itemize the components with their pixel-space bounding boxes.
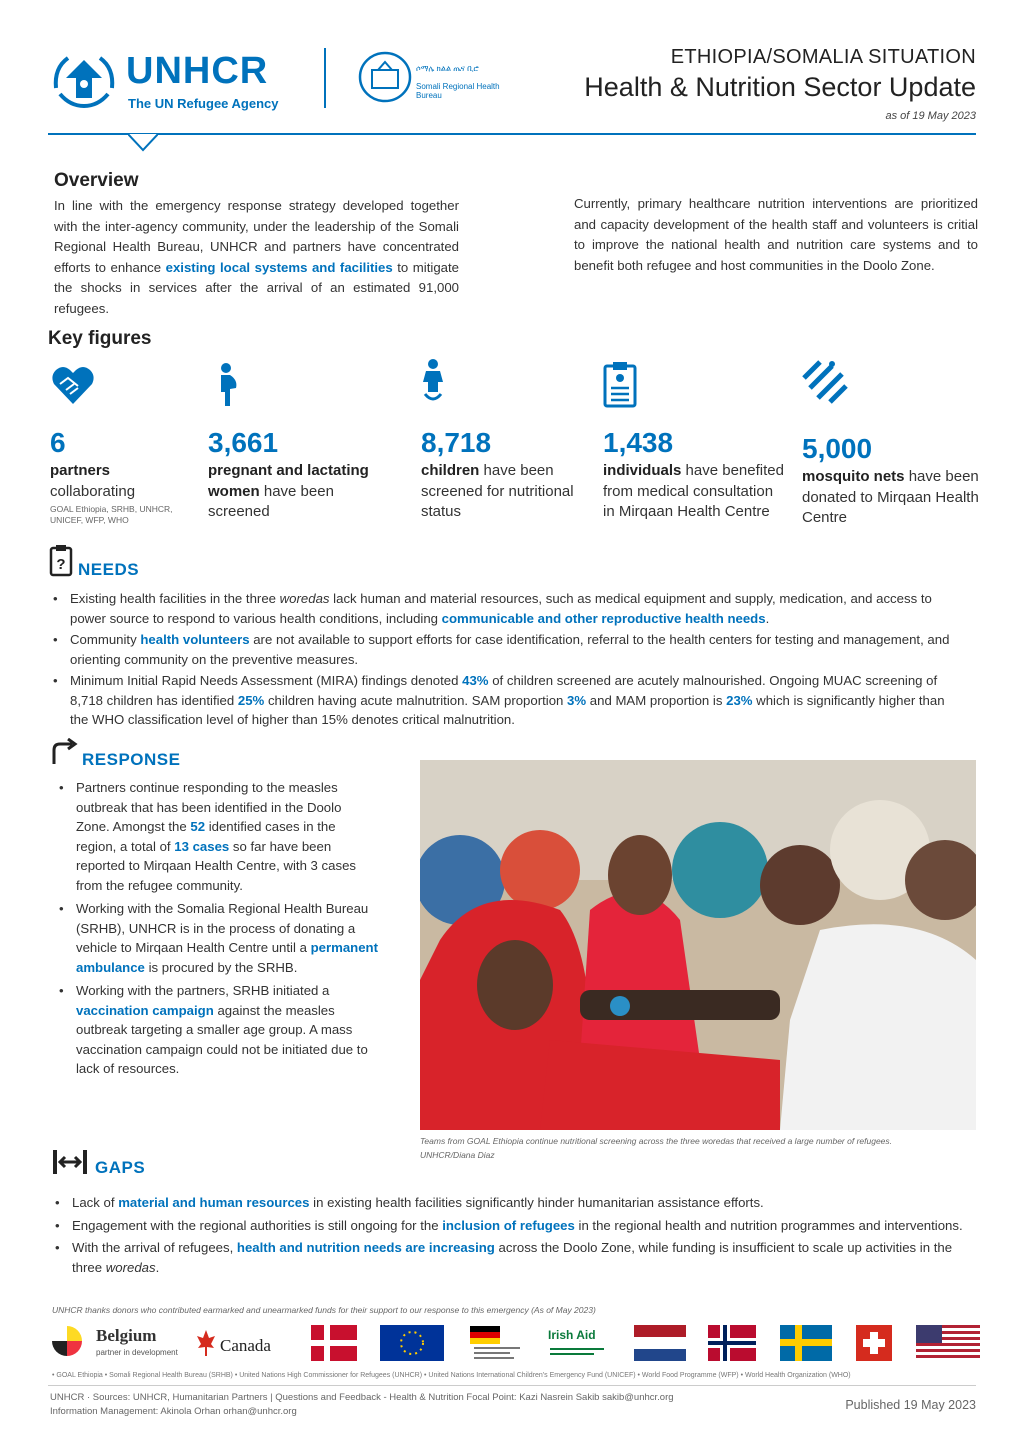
- gaps-list: [52, 1193, 976, 1277]
- clipboard-icon: [603, 362, 649, 408]
- response-item: • Partners continue responding to the measles outbreak that has been identified in the Doolo Zone. Amongst the 52 identified cases in the region, a total of 13 cases so far have been reported to Mirqaan Health Centre, with 3 cases from the refugee community.: [56, 778, 378, 895]
- situation-label: ETHIOPIA/SOMALIA SITUATION: [670, 46, 976, 68]
- canada-logo: [196, 1324, 292, 1362]
- key-figures-heading: Key figures: [48, 328, 152, 349]
- key-figure-children: [421, 358, 581, 523]
- pregnant-woman-icon: [208, 362, 254, 408]
- photo-credit: UNHCR/Diana Diaz: [420, 1150, 495, 1160]
- child-icon: [421, 358, 467, 404]
- response-arrow-icon: [50, 738, 78, 766]
- logo-divider: [324, 48, 326, 108]
- as-of-date: as of 19 May 2023: [885, 110, 976, 122]
- canada-name: Canada: [220, 1336, 271, 1355]
- footer-information-management: Information Management: Akinola Orhan orhan@unhcr.org: [50, 1406, 297, 1417]
- belgium-tagline: partner in development: [96, 1348, 178, 1357]
- gaps-item: • Lack of material and human resources in existing health facilities significantly hinder humanitarian assistance efforts.: [52, 1193, 976, 1213]
- health-needs-link[interactable]: health and nutrition needs are increasing: [236, 1240, 495, 1255]
- response-item: • Working with the partners, SRHB initiated a vaccination campaign against the measles outbreak targeting a smaller age group. A mass vaccination campaign could not be initiated due to lack of resources.: [56, 981, 378, 1079]
- norway-flag-icon: [708, 1324, 756, 1362]
- vaccination-campaign-link[interactable]: vaccination campaign: [76, 1002, 214, 1018]
- page-header: [48, 40, 976, 145]
- photo-caption: Teams from GOAL Ethiopia continue nutritional screening across the three woredas that received a large number of refugees. UNHCR/Diana Diaz: [420, 1134, 976, 1162]
- key-figure-consultations: [603, 362, 788, 523]
- needs-item: • Community health volunteers are not available to support efforts for case identification, referral to the health centers for testing and management, and orienting community on the preventive measures.: [50, 630, 960, 669]
- response-photo: [420, 760, 976, 1130]
- response-item: • Working with the Somalia Regional Health Bureau (SRHB), UNHCR is in the process of donating a vehicle to Mirqaan Health Centre until a permanent ambulance is procured by the SRHB.: [56, 899, 378, 977]
- gaps-item: • With the arrival of refugees, health and nutrition needs are increasing across the Doolo Zone, while funding is insufficient to scale up activities in the three woredas.: [52, 1238, 976, 1277]
- resources-link[interactable]: material and human resources: [118, 1195, 310, 1210]
- key-figure-value: 1,438: [603, 427, 674, 458]
- logo-tagline: The UN Refugee Agency: [128, 96, 279, 111]
- irish-aid-subtext-icon: [548, 1346, 608, 1358]
- unhcr-emblem-icon: [48, 48, 120, 110]
- key-figure-value: 8,718: [421, 427, 492, 458]
- srhb-emblem-icon: [358, 50, 412, 104]
- denmark-flag-icon: [311, 1324, 357, 1362]
- eu-flag-icon: [380, 1324, 444, 1362]
- permanent-ambulance-link[interactable]: permanent ambulance: [76, 940, 378, 975]
- svg-text:?: ?: [56, 556, 66, 573]
- published-date: Published 19 May 2023: [845, 1398, 976, 1412]
- overview-text-left: In line with the emergency response strategy developed together with the inter-agency community, under the leadership of the Somali Regional Health Bureau, UNHCR and partners have concentrated efforts to enhance existing local systems and facilities to mitigate the shocks in services after the arrival of an estimated 91,000 refugees.: [54, 198, 459, 316]
- irish-aid-logo: [548, 1324, 612, 1362]
- donor-thanks-note: UNHCR thanks donors who contributed earmarked and unearmarked funds for their support to our response to this emergency (As of May 2023): [52, 1305, 596, 1315]
- irish-aid-name: Irish Aid: [548, 1328, 596, 1342]
- srhb-logo: [358, 50, 503, 108]
- key-figure-label: mosquito nets have been donated to Mirqaan Health Centre: [802, 468, 979, 526]
- key-figure-partners: [50, 362, 200, 526]
- header-notch-icon: [128, 134, 158, 152]
- belgium-emblem-icon: [50, 1324, 84, 1358]
- health-volunteers-link[interactable]: health volunteers: [140, 632, 250, 647]
- needs-icon: [49, 545, 73, 577]
- logo-wordmark: UNHCR: [126, 50, 269, 92]
- key-figure-partner-list: GOAL Ethiopia, SRHB, UNHCR, UNICEF, WFP, WHO: [50, 504, 173, 525]
- maple-leaf-icon: [196, 1328, 216, 1358]
- needs-heading: NEEDS: [78, 560, 140, 579]
- unhcr-logo: [48, 48, 298, 110]
- needs-item: • Existing health facilities in the three woredas lack human and material resources, such as medical equipment and supply, medication, and access to power source to respond to various health conditions, including communicable and other reproductive health needs.: [50, 589, 960, 628]
- response-heading: RESPONSE: [82, 750, 181, 769]
- germany-flag-icon: [470, 1324, 526, 1360]
- srhb-name-english: Somali Regional Health Bureau: [416, 82, 500, 100]
- sweden-flag-icon: [780, 1324, 832, 1362]
- key-figure-value: 6: [50, 427, 66, 458]
- handshake-icon: [50, 362, 96, 408]
- gaps-heading: GAPS: [95, 1158, 146, 1177]
- switzerland-flag-icon: [856, 1324, 892, 1362]
- gaps-icon: [52, 1149, 88, 1175]
- mosquito-icon: [802, 358, 848, 404]
- key-figure-label: partners collaborating: [50, 462, 136, 500]
- response-list: [56, 778, 378, 1079]
- page-title: Health & Nutrition Sector Update: [584, 72, 976, 102]
- netherlands-flag-icon: [634, 1324, 686, 1362]
- key-figure-label: individuals have benefited from medical consultation in Mirqaan Health Centre: [603, 462, 784, 520]
- key-figure-mosquito-nets: [802, 358, 980, 529]
- partner-abbreviations: • GOAL Ethiopia • Somali Regional Health Bureau (SRHB) • United Nations High Commissioner for Refugees (UNHCR) • United Nations International Children's Emergency Fund (UNICEF) • World Food Programme (WFP) • World Health Organization (WHO): [52, 1372, 851, 1379]
- nutrition-screening-photo: [420, 760, 976, 1130]
- overview-heading: Overview: [54, 170, 139, 191]
- key-figure-value: 5,000: [802, 433, 873, 464]
- germany-logo: [470, 1324, 526, 1362]
- belgium-name: Belgium: [96, 1326, 157, 1345]
- gaps-item: • Engagement with the regional authorities is still ongoing for the inclusion of refugees in the regional health and nutrition programmes and interventions.: [52, 1216, 976, 1236]
- belgium-logo: [50, 1324, 190, 1362]
- needs-item: • Minimum Initial Rapid Needs Assessment (MIRA) findings denoted 43% of children screened are acutely malnourished. Ongoing MUAC screening of 8,718 children has identified 25% children having acute malnutrition. SAM proportion 3% and MAM proportion is 23% which is significantly higher than the WHO classification level of higher than 15% denotes critical malnutrition.: [50, 671, 960, 730]
- footer-sources: UNHCR · Sources: UNHCR, Humanitarian Partners | Questions and Feedback - Health & Nutrition Focal Point: Kazi Nasrein Sakib sakib@unhcr.org: [50, 1392, 674, 1403]
- overview-text-right: Currently, primary healthcare nutrition interventions are prioritized and capacity development of the health staff and volunteers is critial to improve the national health and nutrition care systems and to benefit both refugee and host communities in the Doolo Zone.: [574, 196, 978, 273]
- usa-flag-icon: [916, 1324, 980, 1362]
- footer-divider: [48, 1385, 976, 1386]
- srhb-name-amharic: ሶማሌ ክልል ጤና ቢሮ: [416, 64, 479, 73]
- reproductive-health-link[interactable]: communicable and other reproductive health needs: [441, 610, 766, 626]
- donor-logos: [50, 1324, 980, 1364]
- existing-systems-link[interactable]: existing local systems and facilities: [165, 259, 393, 275]
- key-figure-label: pregnant and lactating women have been screened: [208, 462, 369, 520]
- key-figure-label: children have been screened for nutritional status: [421, 462, 574, 520]
- inclusion-of-refugees-link[interactable]: inclusion of refugees: [442, 1217, 575, 1233]
- key-figure-value: 3,661: [208, 427, 279, 458]
- key-figure-pregnant-women: [208, 362, 388, 523]
- needs-list: [50, 589, 960, 730]
- header-divider: [48, 133, 976, 135]
